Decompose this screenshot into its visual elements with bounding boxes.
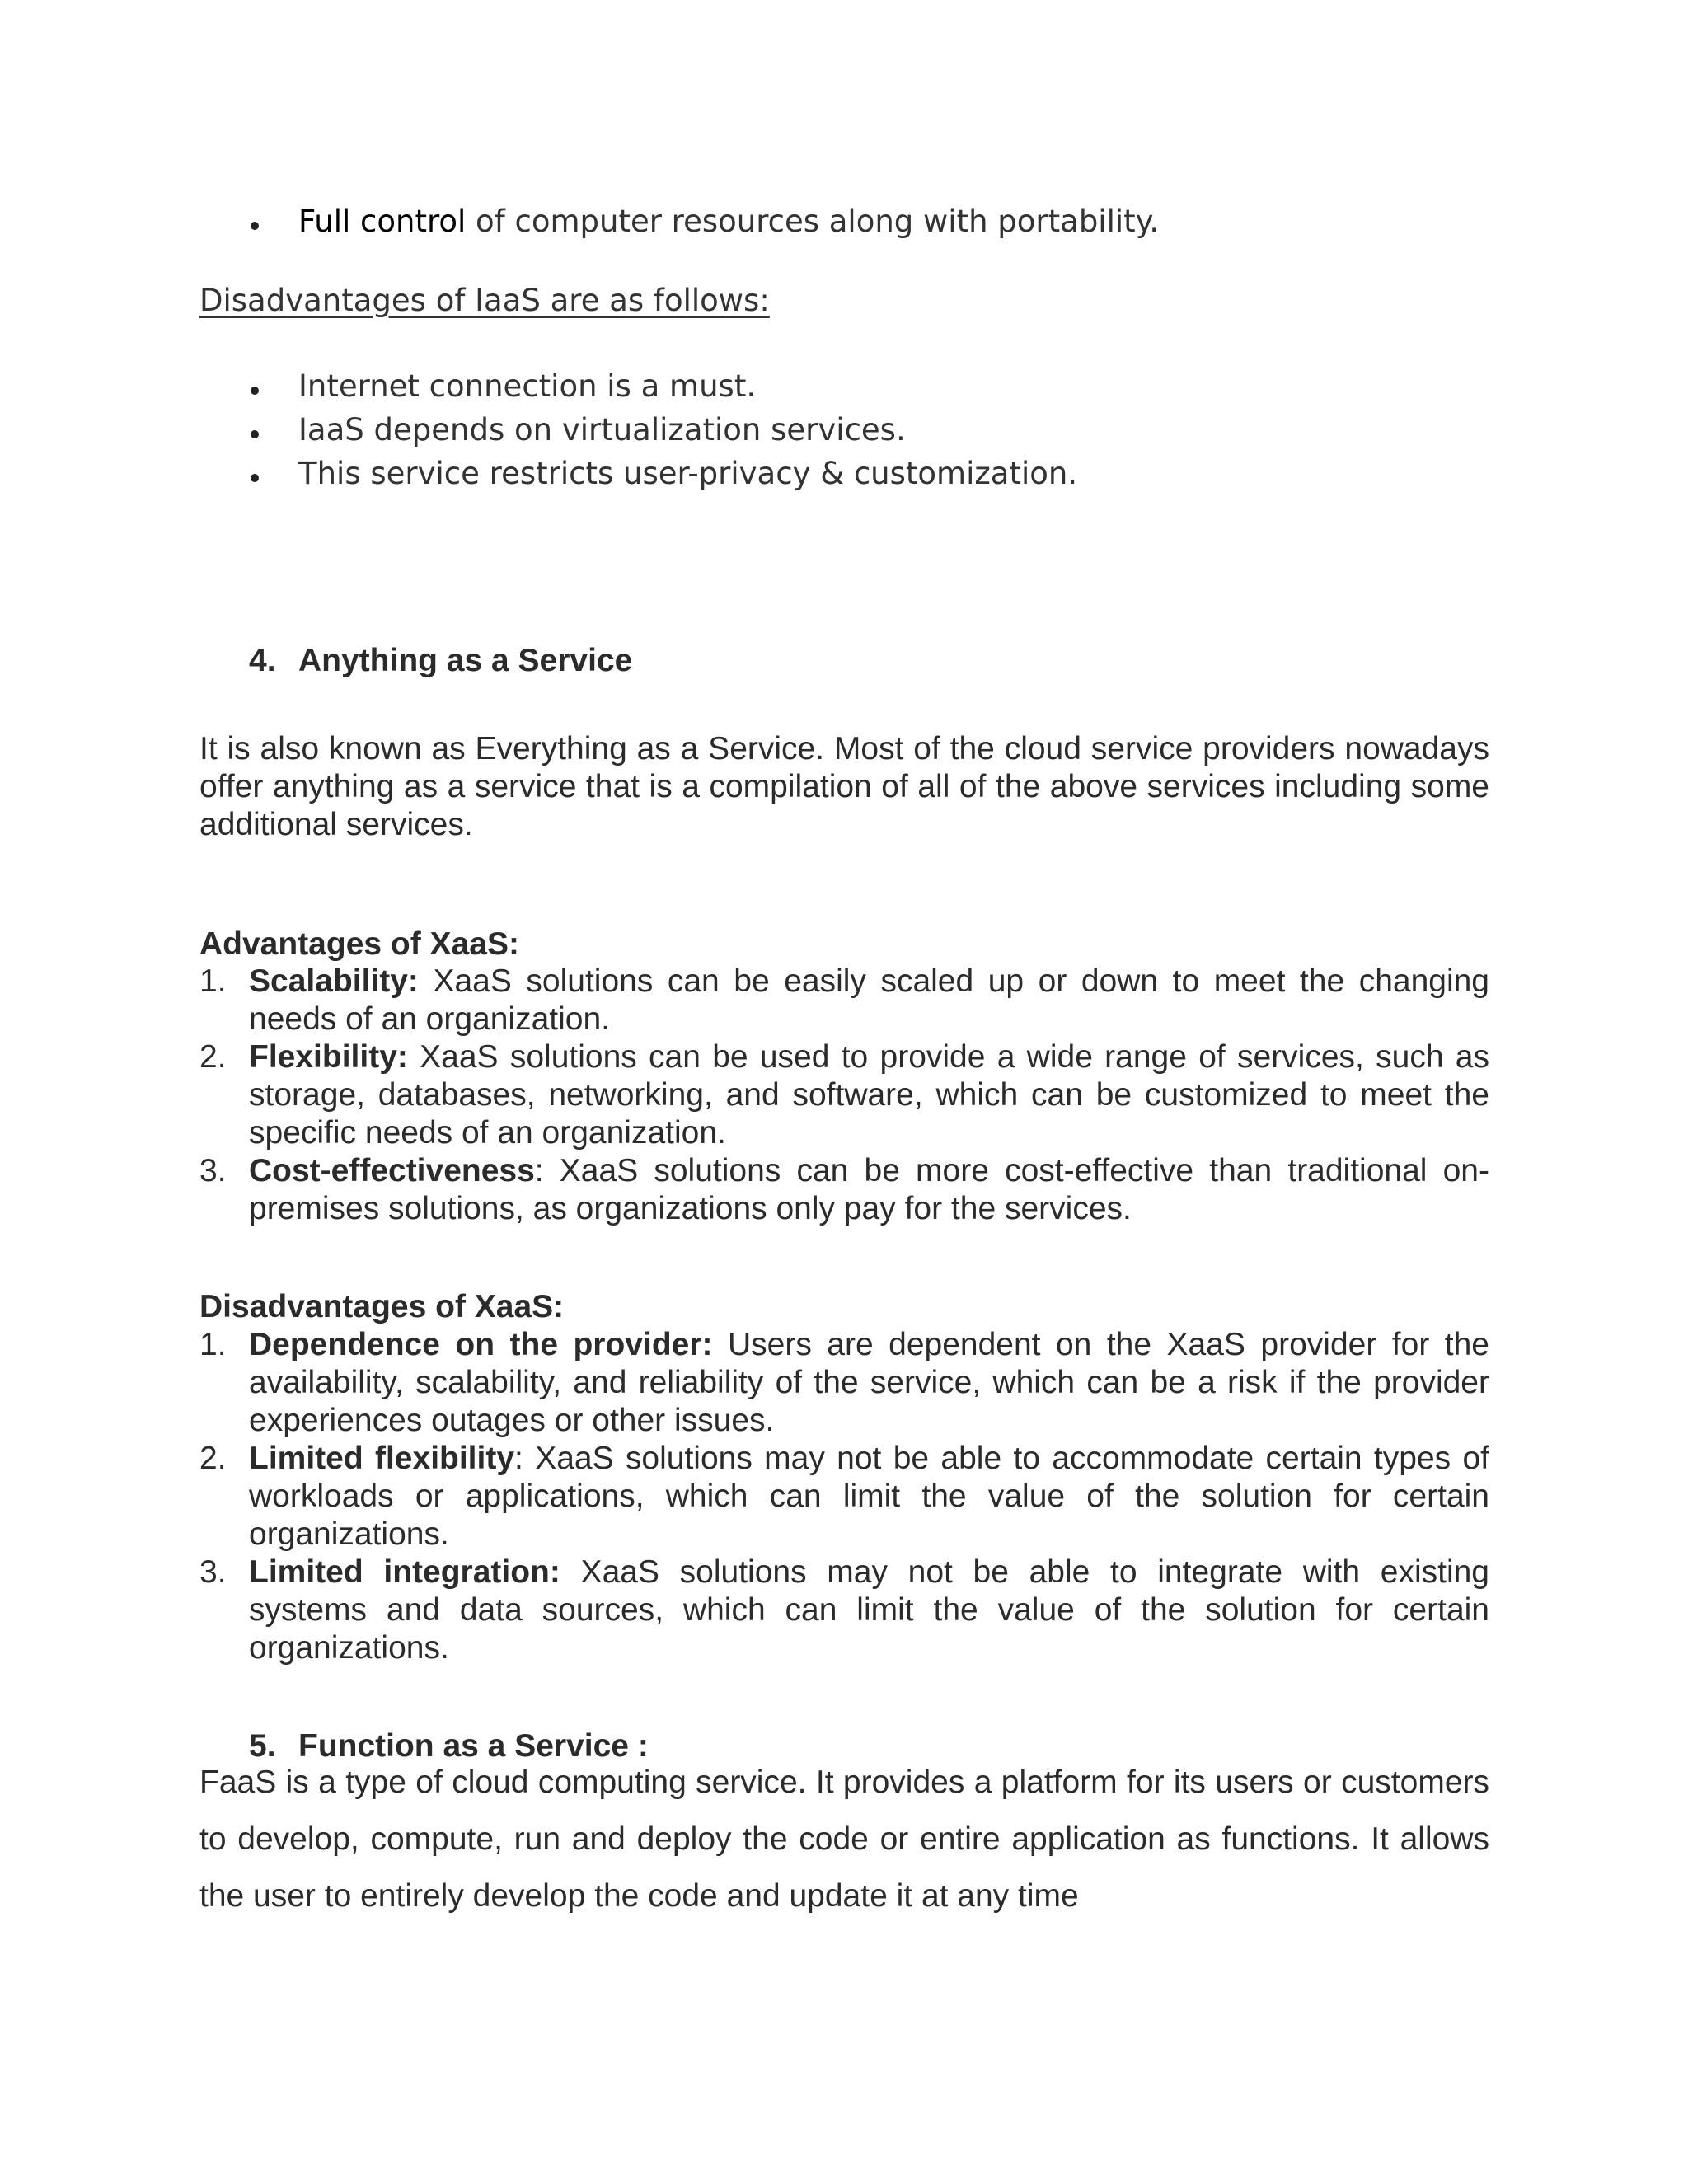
item-description: XaaS solutions can be used to provide a wide range of services, such as storage, databases, networking, and software, which can be customized to meet the specific needs of an organization. — [249, 1039, 1489, 1151]
list-number: 1. — [199, 1327, 227, 1362]
bullet-text: This service restricts user-privacy & customization. — [298, 456, 1078, 491]
list-number: 2. — [199, 1441, 227, 1476]
list-number: 2. — [199, 1039, 227, 1075]
xaas-disadvantages-list — [199, 1326, 1489, 1667]
list-item — [199, 1440, 1489, 1554]
xaas-disadvantages-heading: Disadvantages of XaaS: — [199, 1289, 565, 1324]
list-item — [199, 963, 1489, 1038]
xaas-advantages-list — [199, 963, 1489, 1228]
bullet-icon — [251, 387, 259, 395]
bullet-icon — [251, 222, 259, 230]
item-term: Dependence on the provider: — [249, 1327, 713, 1362]
bullet-rest: of computer resources along with portability. — [466, 204, 1160, 239]
item-term: Scalability: — [249, 963, 419, 999]
list-item — [199, 1554, 1489, 1667]
item-description: Users are dependent on the XaaS provider for the availability, scalability, and reliability of the service, which can be a risk if the provider experiences outages or other issues. — [249, 1327, 1489, 1438]
list-number: 3. — [199, 1153, 227, 1188]
list-item — [199, 1152, 1489, 1228]
section-number: 5. — [249, 1728, 276, 1764]
list-number: 1. — [199, 963, 227, 999]
section-number: 4. — [249, 643, 276, 678]
item-description: : XaaS solutions may not be able to accommodate certain types of workloads or applications, which can limit the value of the solution for certain organizations. — [249, 1441, 1489, 1552]
item-description: XaaS solutions can be easily scaled up or down to meet the changing needs of an organization. — [249, 963, 1489, 1037]
item-term: Limited integration: — [249, 1554, 560, 1590]
bullet-icon — [251, 430, 259, 438]
section-title: Anything as a Service — [298, 643, 633, 678]
bullet-text: IaaS depends on virtualization services. — [298, 412, 906, 448]
xaas-intro-paragraph: It is also known as Everything as a Service. Most of the cloud service providers nowadays offer anything as a service that is a compilation of all of the above services including some additional services. — [199, 731, 1489, 842]
section-title: Function as a Service : — [298, 1728, 649, 1764]
faas-intro-paragraph: FaaS is a type of cloud computing service. It provides a platform for its users or customers to develop, compute, run and deploy the code or entire application as functions. It allows the user to entirely develop the code and update it at any time — [199, 1765, 1489, 1914]
item-description: XaaS solutions may not be able to integrate with existing systems and data sources, which can limit the value of the solution for certain organizations. — [249, 1554, 1490, 1666]
bullet-text: Internet connection is a must. — [298, 368, 757, 404]
list-item — [199, 1038, 1489, 1152]
bullet-text — [298, 206, 1159, 237]
list-number: 3. — [199, 1554, 227, 1590]
list-item — [199, 1326, 1489, 1440]
full-control-label: Full control — [298, 204, 467, 239]
bullet-icon — [251, 474, 259, 482]
item-term: Limited flexibility — [249, 1441, 515, 1476]
xaas-advantages-heading: Advantages of XaaS: — [199, 926, 519, 962]
iaas-disadvantages-heading: Disadvantages of IaaS are as follows: — [199, 283, 770, 318]
item-term: Cost-effectiveness — [249, 1153, 535, 1188]
item-term: Flexibility: — [249, 1039, 408, 1075]
item-description: : XaaS solutions can be more cost-effective than traditional on-premises solutions, as organizations only pay for the services. — [249, 1153, 1489, 1226]
